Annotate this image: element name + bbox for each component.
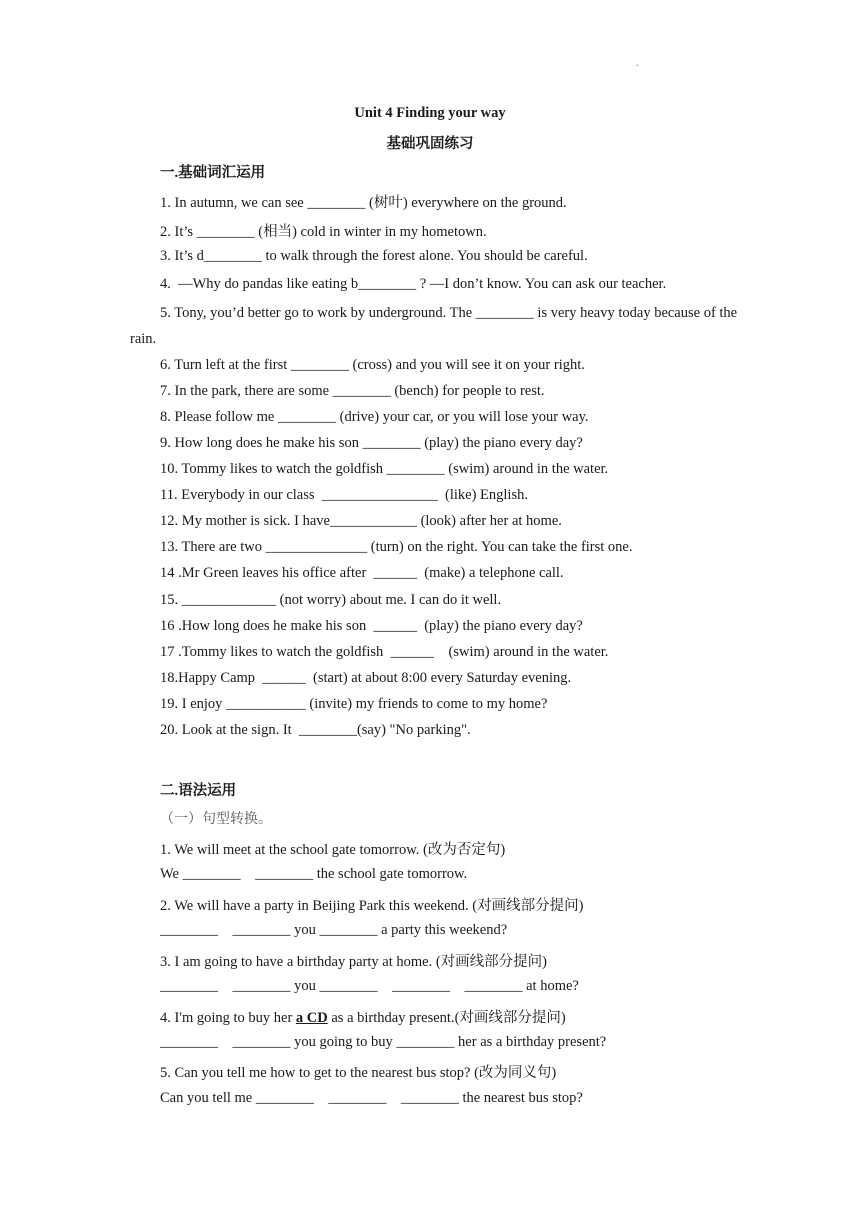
exercise-item-10: 10. Tommy likes to watch the goldfish ________ (swim) around in the water. [160,461,609,477]
grammar-question-3: 3. I am going to have a birthday party at home. (对画线部分提问) [160,954,547,970]
exercise-item-6: 6. Turn left at the first ________ (cross) and you will see it on your right. [160,357,585,373]
exercise-item-5: 5. Tony, you’d better go to work by underground. The ________ is very heavy today because of the rain. [130,305,738,347]
exercise-item-9: 9. How long does he make his son ________ (play) the piano every day? [160,435,583,451]
exercise-item-15: 15. _____________ (not worry) about me. I can do it well. [160,592,502,608]
section-2-heading: 二.语法运用 [160,783,237,799]
document-subtitle: 基础巩固练习 [386,136,474,152]
grammar-answer-3: ________ ________ you ________ ________ ________ at home? [160,978,579,994]
question-4-suffix: as a birthday present.(对画线部分提问) [327,1010,566,1026]
exercise-item-2: 2. It’s ________ (相当) cold in winter in my hometown. [160,224,487,240]
grammar-question-5: 5. Can you tell me how to get to the nearest bus stop? (改为同义句) [160,1065,557,1081]
exercise-item-12: 12. My mother is sick. I have____________ (look) after her at home. [160,513,562,529]
exercise-item-11: 11. Everybody in our class ________________ (like) English. [160,487,528,503]
exercise-item-1: 1. In autumn, we can see ________ (树叶) everywhere on the ground. [160,195,567,211]
exercise-item-14: 14 .Mr Green leaves his office after ______ (make) a telephone call. [160,565,564,581]
section-1-heading: 一.基础词汇运用 [160,165,266,181]
exercise-item-8: 8. Please follow me ________ (drive) your car, or you will lose your way. [160,409,589,425]
grammar-answer-5: Can you tell me ________ ________ ________ the nearest bus stop? [160,1090,583,1106]
grammar-question-2: 2. We will have a party in Beijing Park this weekend. (对画线部分提问) [160,898,584,914]
exercise-item-16: 16 .How long does he make his son ______ (play) the piano every day? [160,618,583,634]
page-mark: . [636,58,639,69]
exercise-item-19: 19. I enjoy ___________ (invite) my friends to come to my home? [160,696,548,712]
exercise-item-3: 3. It’s d________ to walk through the forest alone. You should be careful. [160,248,588,264]
exercise-item-7: 7. In the park, there are some ________ (bench) for people to rest. [160,383,545,399]
document-title: Unit 4 Finding your way [354,105,506,121]
exercise-item-20: 20. Look at the sign. It ________(say) "No parking". [160,722,471,738]
grammar-question-4 [160,1006,566,1027]
exercise-item-17: 17 .Tommy likes to watch the goldfish ______ (swim) around in the water. [160,644,609,660]
question-4-prefix: 4. I'm going to buy her [160,1010,296,1026]
underlined-answer: a CD [295,1010,328,1026]
exercise-item-13: 13. There are two ______________ (turn) on the right. You can take the first one. [160,539,633,555]
exercise-item-4: 4. —Why do pandas like eating b________ ? —I don’t know. You can ask our teacher. [160,276,667,292]
grammar-answer-1: We ________ ________ the school gate tomorrow. [160,866,468,882]
exercise-item-18: 18.Happy Camp ______ (start) at about 8:00 every Saturday evening. [160,670,572,686]
grammar-question-1: 1. We will meet at the school gate tomorrow. (改为否定句) [160,842,506,858]
grammar-answer-4: ________ ________ you going to buy ________ her as a birthday present? [160,1034,607,1050]
section-2-subheading: （一）句型转换。 [160,812,272,827]
grammar-answer-2: ________ ________ you ________ a party this weekend? [160,922,508,938]
